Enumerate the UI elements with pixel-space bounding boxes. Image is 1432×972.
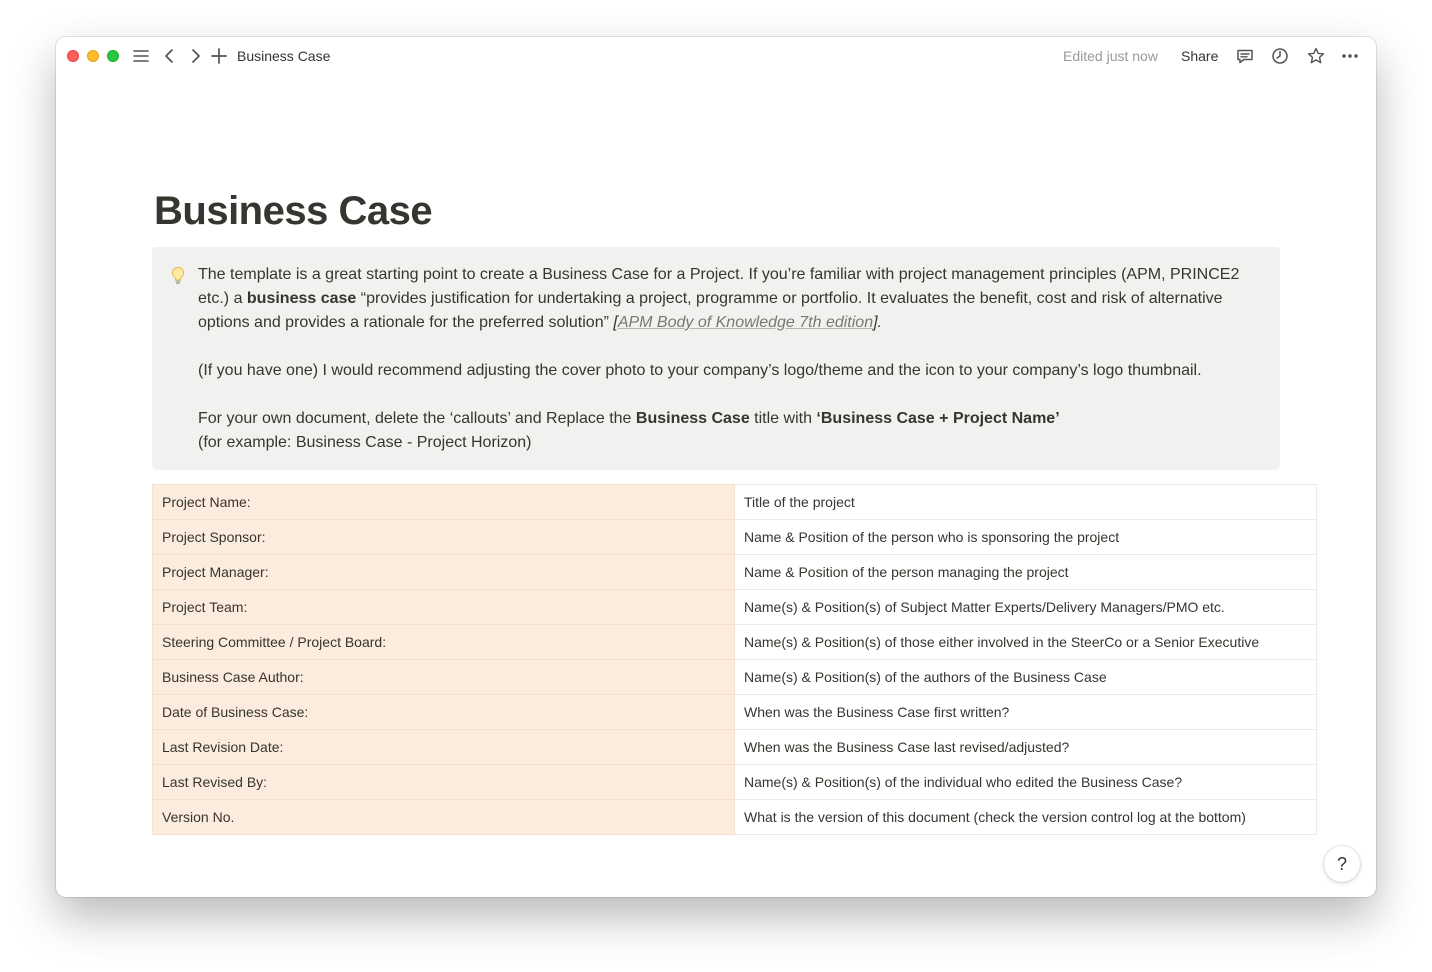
row-value-cell[interactable]: What is the version of this document (check the version control log at the bottom) (735, 800, 1317, 835)
project-details-table (152, 484, 1317, 835)
help-button[interactable]: ? (1324, 846, 1360, 882)
row-value-cell[interactable]: Title of the project (735, 485, 1317, 520)
callout-text-segment: title with (749, 410, 817, 427)
callout-paragraph-2: (If you have one) I would recommend adjusting the cover photo to your company’s logo/theme and the icon to your company’s logo thumbnail. (198, 362, 1202, 379)
page-icon (154, 893, 168, 897)
callout-example: (for example: Business Case - Project Horizon) (198, 434, 532, 451)
comment-icon[interactable] (1235, 46, 1255, 66)
page-title[interactable]: Business Case (154, 189, 433, 233)
more-icon[interactable] (1340, 46, 1360, 66)
row-value-cell[interactable]: Name & Position of the person managing the project (735, 555, 1317, 590)
table-row (153, 730, 1317, 765)
minimize-window-button[interactable] (87, 50, 99, 62)
close-window-button[interactable] (67, 50, 79, 62)
menu-icon[interactable] (131, 46, 151, 66)
citation-link[interactable]: APM Body of Knowledge 7th edition (617, 314, 874, 331)
row-value-cell[interactable]: Name(s) & Position(s) of Subject Matter Experts/Delivery Managers/PMO etc. (735, 590, 1317, 625)
row-label-cell[interactable]: Business Case Author: (153, 660, 735, 695)
row-value-cell[interactable]: Name(s) & Position(s) of the individual who edited the Business Case? (735, 765, 1317, 800)
callout-block[interactable] (152, 247, 1280, 470)
callout-text-segment: The template is a great starting point to create a Business Case for a Project. If you’re familiar with project management principles (APM, PRINCE2 etc.) a (198, 266, 1240, 307)
table-row (153, 800, 1317, 835)
history-icon[interactable] (1270, 46, 1290, 66)
citation (613, 314, 882, 331)
callout-paragraph-3 (198, 407, 1262, 431)
row-label-cell[interactable]: Last Revision Date: (153, 730, 735, 765)
app-window (56, 37, 1376, 897)
callout-paragraph-1 (198, 263, 1262, 335)
back-icon[interactable] (160, 46, 180, 66)
lightbulb-icon (170, 266, 186, 286)
forward-icon[interactable] (185, 46, 205, 66)
row-value-cell[interactable]: When was the Business Case last revised/adjusted? (735, 730, 1317, 765)
zoom-window-button[interactable] (107, 50, 119, 62)
edited-status: Edited just now (1063, 48, 1158, 64)
callout-quote: “provides justification for undertaking a project, programme or portfolio. It evaluates the benefit, cost and risk of alternative options and provides a rationale for the preferred solution” (198, 290, 1223, 331)
row-label-cell[interactable]: Project Manager: (153, 555, 735, 590)
callout-text (198, 263, 1262, 455)
table-row (153, 555, 1317, 590)
row-label-cell[interactable]: Last Revised By: (153, 765, 735, 800)
row-value-cell[interactable]: Name(s) & Position(s) of the authors of the Business Case (735, 660, 1317, 695)
row-label-cell[interactable]: Project Team: (153, 590, 735, 625)
row-label-cell[interactable]: Steering Committee / Project Board: (153, 625, 735, 660)
table-row (153, 590, 1317, 625)
new-page-icon[interactable] (209, 46, 229, 66)
citation-bracket-open: [ (613, 314, 618, 331)
table-row (153, 660, 1317, 695)
favorite-star-icon[interactable] (1306, 46, 1326, 66)
row-label-cell[interactable]: Project Name: (153, 485, 735, 520)
row-label-cell[interactable]: Project Sponsor: (153, 520, 735, 555)
row-label-cell[interactable]: Date of Business Case: (153, 695, 735, 730)
table-row (153, 485, 1317, 520)
callout-bold-term: business case (246, 290, 357, 307)
row-value-cell[interactable]: Name & Position of the person who is sponsoring the project (735, 520, 1317, 555)
top-bar (56, 37, 1376, 75)
table-row (153, 695, 1317, 730)
table-row (153, 520, 1317, 555)
table-row (153, 625, 1317, 660)
callout-bold-term: ‘Business Case + Project Name’ (816, 410, 1060, 427)
breadcrumb-page[interactable]: Business Case (237, 48, 331, 64)
callout-text-segment: For your own document, delete the ‘callouts’ and Replace the (198, 410, 636, 427)
row-value-cell[interactable]: Name(s) & Position(s) of those either involved in the SteerCo or a Senior Executive (735, 625, 1317, 660)
row-value-cell[interactable]: When was the Business Case first written? (735, 695, 1317, 730)
callout-bold-term: Business Case (635, 410, 750, 427)
table-row (153, 765, 1317, 800)
row-label-cell[interactable]: Version No. (153, 800, 735, 835)
citation-bracket-close: ]. (873, 314, 882, 331)
share-button[interactable]: Share (1181, 48, 1219, 64)
